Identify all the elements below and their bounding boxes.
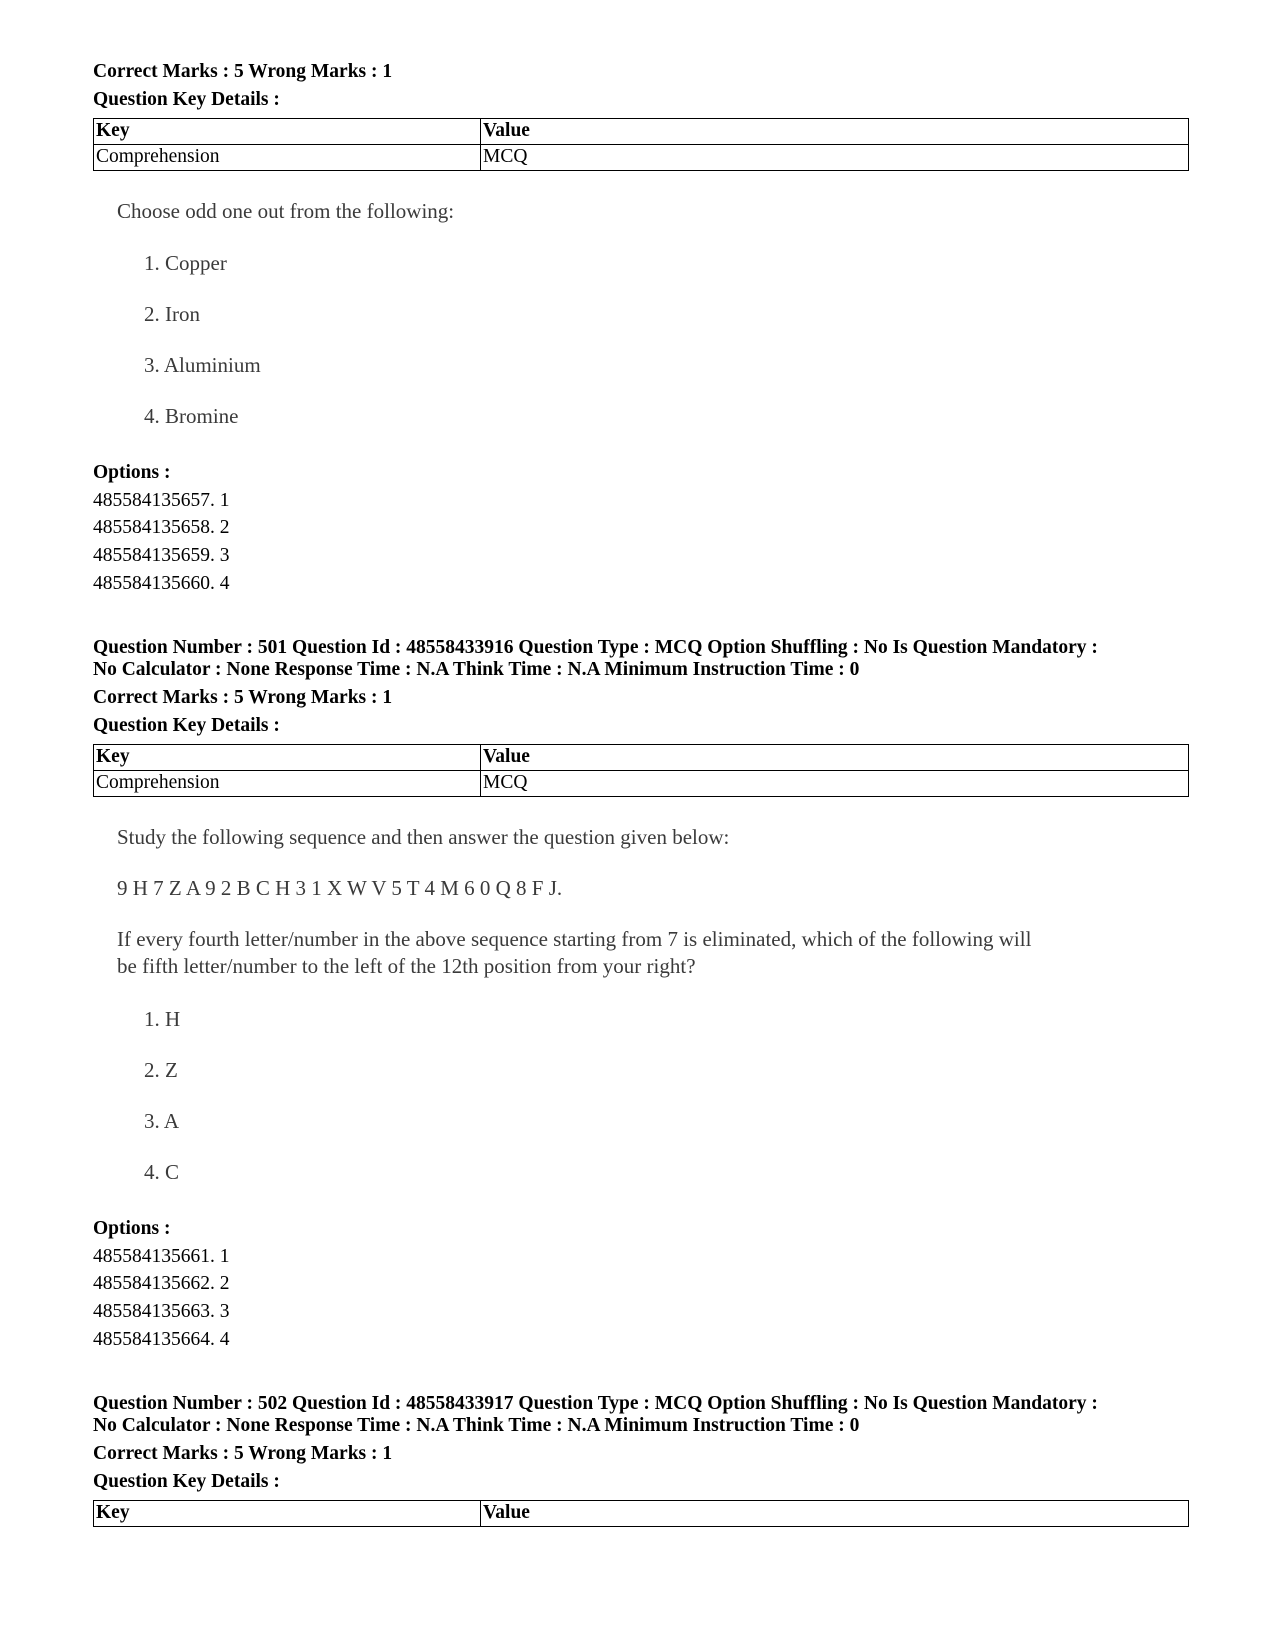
table-header-row (94, 745, 1189, 771)
option-item: 485584135660. 4 (93, 573, 230, 594)
option-item: 485584135661. 1 (93, 1246, 230, 1267)
option-item: 485584135664. 4 (93, 1329, 230, 1350)
question-header: Question Number : 501 Question Id : 48558433916 Question Type : MCQ Option Shuffling : No Is Question Mandatory : (93, 637, 1098, 658)
question-header-cont: No Calculator : None Response Time : N.A Think Time : N.A Minimum Instruction Time : 0 (93, 1415, 860, 1436)
table-header-key: Key (94, 119, 481, 145)
marks-line: Correct Marks : 5 Wrong Marks : 1 (93, 687, 393, 708)
marks-line: Correct Marks : 5 Wrong Marks : 1 (93, 61, 393, 82)
key-details-label: Question Key Details : (93, 1471, 280, 1492)
key-details-table (93, 1500, 1189, 1527)
table-cell-key: Comprehension (94, 145, 481, 171)
choice-item: 4. Bromine (144, 404, 239, 428)
table-header-row (94, 119, 1189, 145)
table-row (94, 771, 1189, 797)
table-header-value: Value (481, 119, 1189, 145)
table-cell-key: Comprehension (94, 771, 481, 797)
question-text: Choose odd one out from the following: (117, 199, 455, 223)
choice-item: 3. A (144, 1109, 180, 1133)
table-row (94, 145, 1189, 171)
key-details-label: Question Key Details : (93, 89, 280, 110)
question-intro: Study the following sequence and then answer the question given below: (117, 825, 730, 849)
question-header-cont: No Calculator : None Response Time : N.A Think Time : N.A Minimum Instruction Time : 0 (93, 659, 860, 680)
sequence-text: 9 H 7 Z A 9 2 B C H 3 1 X W V 5 T 4 M 6 0 Q 8 F J. (117, 876, 563, 900)
option-item: 485584135663. 3 (93, 1301, 230, 1322)
choice-item: 2. Iron (144, 302, 200, 326)
table-header-value: Value (481, 1501, 1189, 1527)
option-item: 485584135658. 2 (93, 517, 230, 538)
options-label: Options : (93, 1218, 171, 1239)
choice-item: 3. Aluminium (144, 353, 261, 377)
option-item: 485584135659. 3 (93, 545, 230, 566)
choice-item: 4. C (144, 1160, 180, 1184)
table-cell-value: MCQ (481, 771, 1189, 797)
choice-item: 1. H (144, 1007, 181, 1031)
choice-item: 1. Copper (144, 251, 227, 275)
key-details-table (93, 744, 1189, 797)
table-header-key: Key (94, 745, 481, 771)
key-details-label: Question Key Details : (93, 715, 280, 736)
key-details-table (93, 118, 1189, 171)
options-label: Options : (93, 462, 171, 483)
option-item: 485584135662. 2 (93, 1273, 230, 1294)
table-header-row (94, 1501, 1189, 1527)
marks-line: Correct Marks : 5 Wrong Marks : 1 (93, 1443, 393, 1464)
table-header-key: Key (94, 1501, 481, 1527)
question-text-cont: be fifth letter/number to the left of the 12th position from your right? (117, 954, 696, 978)
table-cell-value: MCQ (481, 145, 1189, 171)
question-text: If every fourth letter/number in the above sequence starting from 7 is eliminated, which of the following will (117, 927, 1032, 951)
table-header-value: Value (481, 745, 1189, 771)
question-header: Question Number : 502 Question Id : 48558433917 Question Type : MCQ Option Shuffling : No Is Question Mandatory : (93, 1393, 1098, 1414)
option-item: 485584135657. 1 (93, 490, 230, 511)
choice-item: 2. Z (144, 1058, 178, 1082)
